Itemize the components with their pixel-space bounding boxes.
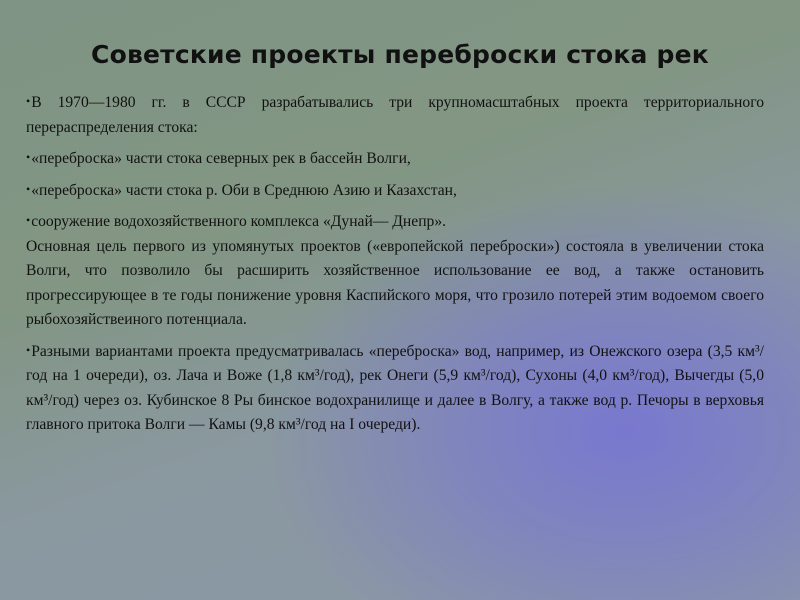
bullet-variants-text: Разными вариантами проекта предусматривалась «переброска» вод, например, из Онежского озера (3,5 км³/год на 1 очереди), оз. Лача и Воже (1,8 км³/год), рек Онеги (5,9 км³/год), Сухоны (4,0 км³/год), Вычегды (5,0 км³/год) через оз. Кубинское 8 Ры бинское водохранилище и далее в Волгу, а также вод р. Печоры в верховья главного притока Волги — Камы (9,8 км³/год на I очереди).: [26, 342, 764, 433]
bullet-project-volga-text: «переброска» части стока северных рек в бассейн Волги,: [31, 150, 411, 167]
slide-title: Советские проекты переброски стока рек: [91, 40, 709, 69]
bullet-icon: •: [26, 342, 31, 357]
bullet-icon: •: [26, 213, 31, 227]
bullet-intro-text: В 1970—1980 гг. в СССР разрабатывались три крупномасштабных проекта территориального перераспределения стока:: [26, 94, 764, 136]
bullet-project-ob-text: «переброска» части стока р. Оби в Среднюю Азию и Казахстан,: [31, 181, 457, 199]
bullet-intro: [26, 89, 764, 140]
paragraph-main-goal: Основная цель первого из упомянутых проектов («европейской переброски») состояла в увеличении стока Волги, что позволило бы расширить хозяйственное использование ее вод, а также остановить прогрессирующее в те годы понижение уровня Каспийского моря, что грозило потерей этим водоемом своего рыбохозяйствеиного потенциала.: [26, 237, 764, 328]
bullet-icon: •: [26, 94, 31, 108]
bullet-icon: •: [26, 181, 31, 196]
bullet-icon: •: [26, 150, 31, 164]
bullet-variants: [26, 338, 764, 438]
bullet-project-danube: [26, 208, 764, 235]
bullet-project-volga: [26, 145, 764, 172]
slide-body: [26, 89, 764, 438]
bullet-project-danube-text: сооружение водохозяйственного комплекса «Дунай— Днепр».: [31, 213, 447, 230]
bullet-project-ob: [26, 177, 764, 204]
